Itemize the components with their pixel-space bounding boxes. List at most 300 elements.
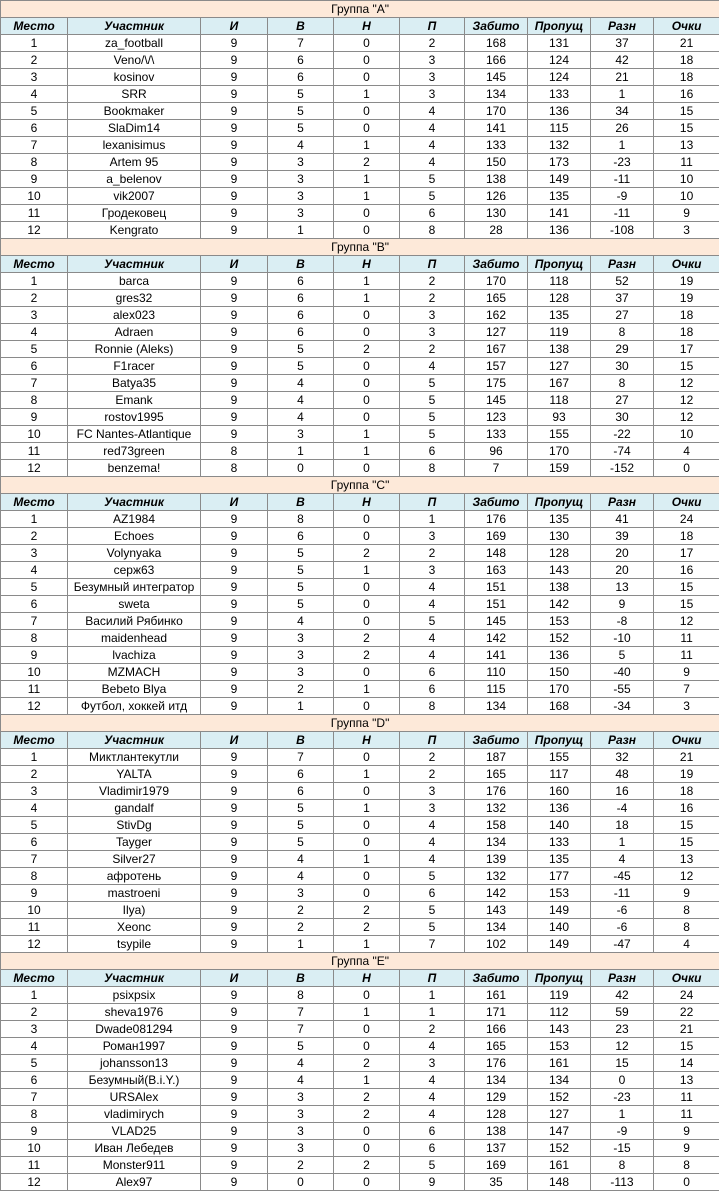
cell-participant: FC Nantes-Atlantique xyxy=(68,426,201,443)
cell-conceded: 134 xyxy=(528,1072,591,1089)
cell-points: 12 xyxy=(654,409,719,426)
table-row xyxy=(1,630,719,647)
cell-participant: Veno/\/\ xyxy=(68,52,201,69)
cell-participant: sweta xyxy=(68,596,201,613)
cell-diff: -11 xyxy=(591,885,654,902)
cell-won: 3 xyxy=(268,1106,334,1123)
cell-diff: 1 xyxy=(591,834,654,851)
cell-drawn: 2 xyxy=(334,1157,400,1174)
cell-won: 3 xyxy=(268,647,334,664)
table-row xyxy=(1,1174,719,1191)
cell-points: 18 xyxy=(654,324,719,341)
cell-drawn: 1 xyxy=(334,936,400,953)
cell-place: 2 xyxy=(1,766,68,783)
cell-points: 11 xyxy=(654,1106,719,1123)
cell-played: 9 xyxy=(201,409,268,426)
cell-played: 9 xyxy=(201,562,268,579)
cell-conceded: 112 xyxy=(528,1004,591,1021)
cell-lost: 2 xyxy=(400,1021,465,1038)
cell-played: 9 xyxy=(201,154,268,171)
cell-conceded: 150 xyxy=(528,664,591,681)
cell-participant: Adraen xyxy=(68,324,201,341)
cell-conceded: 167 xyxy=(528,375,591,392)
cell-won: 0 xyxy=(268,460,334,477)
cell-scored: 148 xyxy=(465,545,528,562)
cell-diff: -45 xyxy=(591,868,654,885)
cell-conceded: 143 xyxy=(528,1021,591,1038)
cell-participant: Vladimir1979 xyxy=(68,783,201,800)
cell-diff: 42 xyxy=(591,987,654,1004)
cell-played: 9 xyxy=(201,69,268,86)
cell-won: 4 xyxy=(268,137,334,154)
cell-diff: 59 xyxy=(591,1004,654,1021)
cell-place: 12 xyxy=(1,222,68,239)
cell-diff: 37 xyxy=(591,290,654,307)
table-row xyxy=(1,188,719,205)
column-header-lost: П xyxy=(400,494,465,511)
cell-won: 4 xyxy=(268,868,334,885)
cell-place: 12 xyxy=(1,936,68,953)
column-header-diff: Разн xyxy=(591,494,654,511)
cell-drawn: 1 xyxy=(334,86,400,103)
cell-played: 9 xyxy=(201,817,268,834)
cell-conceded: 135 xyxy=(528,851,591,868)
cell-participant: Batya35 xyxy=(68,375,201,392)
cell-place: 5 xyxy=(1,817,68,834)
cell-drawn: 0 xyxy=(334,205,400,222)
cell-lost: 3 xyxy=(400,307,465,324)
table-row xyxy=(1,1072,719,1089)
cell-won: 1 xyxy=(268,698,334,715)
cell-place: 8 xyxy=(1,1106,68,1123)
column-header-row xyxy=(1,732,719,749)
cell-played: 8 xyxy=(201,460,268,477)
cell-drawn: 0 xyxy=(334,834,400,851)
cell-diff: 16 xyxy=(591,783,654,800)
cell-lost: 4 xyxy=(400,630,465,647)
cell-played: 9 xyxy=(201,392,268,409)
cell-diff: 23 xyxy=(591,1021,654,1038)
cell-points: 4 xyxy=(654,936,719,953)
cell-participant: red73green xyxy=(68,443,201,460)
cell-lost: 3 xyxy=(400,52,465,69)
cell-lost: 5 xyxy=(400,171,465,188)
cell-lost: 1 xyxy=(400,1004,465,1021)
group-title-row xyxy=(1,239,719,256)
cell-scored: 96 xyxy=(465,443,528,460)
cell-drawn: 2 xyxy=(334,647,400,664)
cell-place: 7 xyxy=(1,137,68,154)
cell-lost: 3 xyxy=(400,528,465,545)
cell-participant: gres32 xyxy=(68,290,201,307)
cell-scored: 163 xyxy=(465,562,528,579)
cell-scored: 130 xyxy=(465,205,528,222)
column-header-diff: Разн xyxy=(591,732,654,749)
table-row xyxy=(1,851,719,868)
cell-scored: 166 xyxy=(465,1021,528,1038)
cell-won: 4 xyxy=(268,392,334,409)
cell-scored: 166 xyxy=(465,52,528,69)
cell-conceded: 131 xyxy=(528,35,591,52)
cell-diff: -11 xyxy=(591,205,654,222)
cell-drawn: 0 xyxy=(334,749,400,766)
cell-played: 9 xyxy=(201,664,268,681)
table-row xyxy=(1,35,719,52)
cell-scored: 128 xyxy=(465,1106,528,1123)
cell-lost: 4 xyxy=(400,817,465,834)
cell-participant: VLAD25 xyxy=(68,1123,201,1140)
cell-drawn: 0 xyxy=(334,392,400,409)
cell-points: 8 xyxy=(654,1157,719,1174)
cell-place: 6 xyxy=(1,596,68,613)
cell-diff: 42 xyxy=(591,52,654,69)
cell-place: 3 xyxy=(1,307,68,324)
cell-lost: 2 xyxy=(400,766,465,783)
cell-diff: 39 xyxy=(591,528,654,545)
cell-played: 9 xyxy=(201,511,268,528)
cell-won: 7 xyxy=(268,749,334,766)
cell-points: 13 xyxy=(654,851,719,868)
cell-drawn: 0 xyxy=(334,1123,400,1140)
cell-diff: 48 xyxy=(591,766,654,783)
cell-won: 0 xyxy=(268,1174,334,1191)
cell-lost: 3 xyxy=(400,69,465,86)
cell-drawn: 1 xyxy=(334,766,400,783)
cell-lost: 1 xyxy=(400,987,465,1004)
cell-participant: Dwade081294 xyxy=(68,1021,201,1038)
cell-participant: Bookmaker xyxy=(68,103,201,120)
cell-scored: 137 xyxy=(465,1140,528,1157)
table-row xyxy=(1,324,719,341)
cell-played: 9 xyxy=(201,919,268,936)
cell-scored: 161 xyxy=(465,987,528,1004)
cell-place: 1 xyxy=(1,987,68,1004)
cell-scored: 134 xyxy=(465,919,528,936)
cell-lost: 4 xyxy=(400,834,465,851)
cell-points: 10 xyxy=(654,188,719,205)
cell-scored: 170 xyxy=(465,273,528,290)
cell-place: 2 xyxy=(1,52,68,69)
cell-won: 2 xyxy=(268,1157,334,1174)
cell-lost: 4 xyxy=(400,103,465,120)
table-row xyxy=(1,766,719,783)
cell-won: 5 xyxy=(268,579,334,596)
cell-conceded: 133 xyxy=(528,834,591,851)
cell-played: 9 xyxy=(201,1072,268,1089)
cell-won: 3 xyxy=(268,630,334,647)
cell-scored: 28 xyxy=(465,222,528,239)
cell-drawn: 2 xyxy=(334,1089,400,1106)
table-row xyxy=(1,919,719,936)
group-title-row xyxy=(1,477,719,494)
cell-lost: 3 xyxy=(400,783,465,800)
cell-place: 5 xyxy=(1,341,68,358)
cell-lost: 2 xyxy=(400,290,465,307)
cell-participant: Artem 95 xyxy=(68,154,201,171)
cell-diff: -9 xyxy=(591,1123,654,1140)
cell-drawn: 1 xyxy=(334,800,400,817)
cell-conceded: 132 xyxy=(528,137,591,154)
cell-lost: 5 xyxy=(400,1157,465,1174)
cell-drawn: 0 xyxy=(334,987,400,1004)
cell-participant: benzema! xyxy=(68,460,201,477)
cell-drawn: 0 xyxy=(334,409,400,426)
column-header-conceded: Пропущ xyxy=(528,970,591,987)
cell-drawn: 0 xyxy=(334,375,400,392)
cell-drawn: 0 xyxy=(334,69,400,86)
column-header-place: Место xyxy=(1,732,68,749)
cell-won: 5 xyxy=(268,545,334,562)
cell-points: 7 xyxy=(654,681,719,698)
cell-lost: 4 xyxy=(400,137,465,154)
cell-points: 24 xyxy=(654,511,719,528)
cell-drawn: 1 xyxy=(334,1072,400,1089)
cell-scored: 138 xyxy=(465,171,528,188)
cell-played: 9 xyxy=(201,1089,268,1106)
cell-conceded: 136 xyxy=(528,222,591,239)
cell-place: 12 xyxy=(1,460,68,477)
cell-points: 9 xyxy=(654,205,719,222)
cell-scored: 110 xyxy=(465,664,528,681)
cell-drawn: 0 xyxy=(334,1021,400,1038)
cell-points: 15 xyxy=(654,358,719,375)
cell-scored: 167 xyxy=(465,341,528,358)
cell-played: 9 xyxy=(201,902,268,919)
cell-place: 11 xyxy=(1,205,68,222)
cell-diff: -152 xyxy=(591,460,654,477)
cell-participant: Bebeto Blya xyxy=(68,681,201,698)
cell-conceded: 138 xyxy=(528,579,591,596)
cell-lost: 3 xyxy=(400,86,465,103)
cell-scored: 151 xyxy=(465,579,528,596)
table-row xyxy=(1,103,719,120)
cell-conceded: 160 xyxy=(528,783,591,800)
cell-drawn: 1 xyxy=(334,851,400,868)
cell-place: 11 xyxy=(1,1157,68,1174)
cell-diff: 9 xyxy=(591,596,654,613)
cell-points: 3 xyxy=(654,222,719,239)
cell-diff: 1 xyxy=(591,137,654,154)
cell-diff: 52 xyxy=(591,273,654,290)
table-row xyxy=(1,613,719,630)
cell-won: 5 xyxy=(268,562,334,579)
cell-won: 3 xyxy=(268,426,334,443)
cell-points: 13 xyxy=(654,1072,719,1089)
cell-conceded: 148 xyxy=(528,1174,591,1191)
cell-won: 7 xyxy=(268,35,334,52)
cell-place: 2 xyxy=(1,290,68,307)
cell-played: 9 xyxy=(201,171,268,188)
cell-place: 11 xyxy=(1,681,68,698)
cell-points: 19 xyxy=(654,290,719,307)
cell-place: 8 xyxy=(1,630,68,647)
cell-diff: -6 xyxy=(591,902,654,919)
cell-drawn: 0 xyxy=(334,613,400,630)
cell-place: 3 xyxy=(1,69,68,86)
cell-place: 4 xyxy=(1,324,68,341)
cell-place: 6 xyxy=(1,1072,68,1089)
cell-lost: 5 xyxy=(400,613,465,630)
cell-played: 9 xyxy=(201,222,268,239)
cell-diff: -22 xyxy=(591,426,654,443)
cell-drawn: 2 xyxy=(334,630,400,647)
cell-points: 13 xyxy=(654,137,719,154)
column-header-drawn: Н xyxy=(334,494,400,511)
column-header-conceded: Пропущ xyxy=(528,494,591,511)
table-row xyxy=(1,1055,719,1072)
cell-place: 6 xyxy=(1,834,68,851)
cell-participant: Ronnie (Aleks) xyxy=(68,341,201,358)
cell-lost: 3 xyxy=(400,562,465,579)
cell-won: 3 xyxy=(268,205,334,222)
column-header-place: Место xyxy=(1,970,68,987)
cell-scored: 139 xyxy=(465,851,528,868)
cell-conceded: 177 xyxy=(528,868,591,885)
column-header-points: Очки xyxy=(654,256,719,273)
cell-played: 9 xyxy=(201,868,268,885)
cell-points: 11 xyxy=(654,647,719,664)
cell-place: 10 xyxy=(1,1140,68,1157)
cell-participant: Emank xyxy=(68,392,201,409)
cell-conceded: 128 xyxy=(528,290,591,307)
cell-played: 9 xyxy=(201,800,268,817)
cell-won: 3 xyxy=(268,1089,334,1106)
cell-scored: 134 xyxy=(465,1072,528,1089)
cell-points: 19 xyxy=(654,766,719,783)
table-row xyxy=(1,1004,719,1021)
cell-lost: 6 xyxy=(400,885,465,902)
cell-points: 12 xyxy=(654,613,719,630)
cell-lost: 4 xyxy=(400,1106,465,1123)
cell-won: 5 xyxy=(268,817,334,834)
cell-participant: a_belenov xyxy=(68,171,201,188)
cell-place: 1 xyxy=(1,511,68,528)
cell-won: 6 xyxy=(268,528,334,545)
cell-participant: sheva1976 xyxy=(68,1004,201,1021)
cell-diff: 4 xyxy=(591,851,654,868)
cell-drawn: 0 xyxy=(334,103,400,120)
cell-won: 4 xyxy=(268,1055,334,1072)
cell-diff: 30 xyxy=(591,409,654,426)
cell-played: 9 xyxy=(201,579,268,596)
cell-played: 9 xyxy=(201,205,268,222)
cell-scored: 132 xyxy=(465,868,528,885)
cell-place: 2 xyxy=(1,528,68,545)
cell-conceded: 136 xyxy=(528,103,591,120)
cell-conceded: 152 xyxy=(528,630,591,647)
cell-place: 11 xyxy=(1,919,68,936)
cell-won: 3 xyxy=(268,1140,334,1157)
cell-scored: 115 xyxy=(465,681,528,698)
column-header-played: И xyxy=(201,732,268,749)
table-row xyxy=(1,596,719,613)
column-header-participant: Участник xyxy=(68,18,201,35)
cell-participant: mastroeni xyxy=(68,885,201,902)
cell-lost: 8 xyxy=(400,460,465,477)
table-row xyxy=(1,579,719,596)
cell-conceded: 170 xyxy=(528,681,591,698)
column-header-participant: Участник xyxy=(68,494,201,511)
cell-scored: 165 xyxy=(465,766,528,783)
cell-diff: -23 xyxy=(591,154,654,171)
cell-won: 7 xyxy=(268,1021,334,1038)
cell-place: 1 xyxy=(1,35,68,52)
cell-conceded: 149 xyxy=(528,171,591,188)
cell-drawn: 0 xyxy=(334,885,400,902)
cell-participant: F1racer xyxy=(68,358,201,375)
cell-place: 10 xyxy=(1,902,68,919)
cell-conceded: 142 xyxy=(528,596,591,613)
cell-participant: афротень xyxy=(68,868,201,885)
table-row xyxy=(1,528,719,545)
cell-diff: 27 xyxy=(591,392,654,409)
cell-lost: 8 xyxy=(400,698,465,715)
cell-lost: 2 xyxy=(400,749,465,766)
table-row xyxy=(1,902,719,919)
cell-scored: 187 xyxy=(465,749,528,766)
cell-drawn: 0 xyxy=(334,1038,400,1055)
cell-participant: Volynyaka xyxy=(68,545,201,562)
table-row xyxy=(1,443,719,460)
cell-played: 9 xyxy=(201,1123,268,1140)
cell-played: 9 xyxy=(201,1055,268,1072)
cell-scored: 145 xyxy=(465,69,528,86)
cell-conceded: 130 xyxy=(528,528,591,545)
cell-place: 7 xyxy=(1,1089,68,1106)
cell-points: 14 xyxy=(654,1055,719,1072)
cell-diff: 34 xyxy=(591,103,654,120)
cell-won: 3 xyxy=(268,885,334,902)
cell-place: 1 xyxy=(1,749,68,766)
cell-scored: 134 xyxy=(465,834,528,851)
cell-conceded: 152 xyxy=(528,1140,591,1157)
cell-place: 5 xyxy=(1,103,68,120)
cell-scored: 138 xyxy=(465,1123,528,1140)
cell-conceded: 93 xyxy=(528,409,591,426)
cell-won: 5 xyxy=(268,103,334,120)
cell-scored: 145 xyxy=(465,392,528,409)
table-row xyxy=(1,1089,719,1106)
cell-won: 3 xyxy=(268,171,334,188)
cell-scored: 102 xyxy=(465,936,528,953)
cell-points: 16 xyxy=(654,562,719,579)
column-header-lost: П xyxy=(400,970,465,987)
cell-conceded: 135 xyxy=(528,307,591,324)
cell-diff: 32 xyxy=(591,749,654,766)
cell-played: 9 xyxy=(201,885,268,902)
table-row xyxy=(1,69,719,86)
cell-points: 0 xyxy=(654,1174,719,1191)
cell-points: 18 xyxy=(654,69,719,86)
cell-drawn: 0 xyxy=(334,528,400,545)
group-title: Группа "B" xyxy=(1,239,719,256)
table-row xyxy=(1,868,719,885)
cell-conceded: 138 xyxy=(528,341,591,358)
cell-place: 9 xyxy=(1,409,68,426)
cell-lost: 4 xyxy=(400,579,465,596)
table-row xyxy=(1,698,719,715)
cell-lost: 1 xyxy=(400,511,465,528)
cell-diff: -47 xyxy=(591,936,654,953)
cell-participant: Безумный интегратор xyxy=(68,579,201,596)
column-header-scored: Забито xyxy=(465,970,528,987)
cell-conceded: 133 xyxy=(528,86,591,103)
cell-points: 15 xyxy=(654,120,719,137)
cell-place: 7 xyxy=(1,375,68,392)
cell-conceded: 117 xyxy=(528,766,591,783)
cell-won: 3 xyxy=(268,1123,334,1140)
cell-scored: 170 xyxy=(465,103,528,120)
